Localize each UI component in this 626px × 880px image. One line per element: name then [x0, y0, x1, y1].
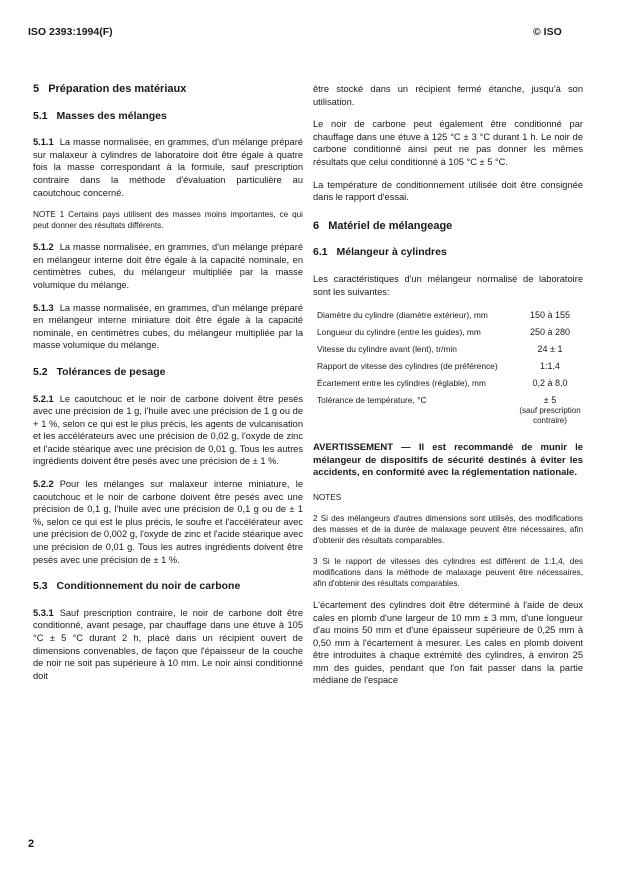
page-number: 2: [28, 838, 35, 850]
para-5-1-1: 5.1.1 La masse normalisée, en grammes, d'un mélange préparé sur malaxeur à cylindres de laboratoire doit être égale à quatre fois la masse correspondant à la formule, sauf prescription contraire dans la méthode d'évaluation particulière au caoutchouc concerné.: [33, 137, 303, 198]
note-2: 2 Si des mélangeurs d'autres dimensions sont utilisés, des modifications des masses et de la durée de malaxage peuvent être nécessaires, afin d'obtenir des résultats comparables.: [313, 513, 583, 545]
section-5-1-heading: 5.1 Masses des mélanges: [33, 109, 167, 122]
table-row: Écartement entre les cylindres (réglable), mm 0,2 à 8,0: [317, 378, 568, 389]
section-5-3-heading: 5.3 Conditionnement du noir de carbone: [33, 580, 241, 593]
para-5-3-1: 5.3.1 Sauf prescription contraire, le noir de carbone doit être conditionné, avant pesage, par chauffage dans une étuve à 105 °C ± 5 °C durant 2 h, placé dans un récipient ouvert de dimensions convenables, de façon que l'épaisseur de la couche de noir ne soit pas supérieure à 10 mm. Le noir ainsi conditionné doit: [33, 607, 303, 681]
left-column: [33, 83, 303, 692]
section-5-2-heading: 5.2 Tolérances de pesage: [33, 365, 166, 378]
para-5-2-2: 5.2.2 Pour les mélanges sur malaxeur interne miniature, le caoutchouc et le noir de carbone doivent être pesés avec une précision de 0,1 g, l'huile avec une précision de 0,1 g ou de ± 1 %, selon ce qui est le plus précis, le soufre et l'accélérateur avec une précision de 0,002 g, l'oxyde de zinc et l'acide stéarique avec une précision de 0,01 g. Tous les autres ingrédients doivent être pesés avec une précision de ± 1 %.: [33, 479, 303, 565]
table-row: Vitesse du cylindre avant (lent), tr/min 24 ± 1: [317, 344, 563, 355]
mill-spec-table: [317, 308, 585, 430]
section-6-heading: 6 Matériel de mélangeage: [313, 219, 453, 232]
table-row: Tolérance de température, °C ± 5 (sauf prescription contraire): [317, 395, 581, 426]
section-5-heading: 5 Préparation des matériaux: [33, 83, 187, 95]
para-5-1-3: 5.1.3 La masse normalisée, en grammes, d'un mélange préparé en mélangeur interne miniature doit être égale à la capacité nominale, en centimètres cubes, du mélangeur multipliée par la masse volumique du mélange.: [33, 302, 303, 351]
para-intro: Les caractéristiques d'un mélangeur normalisé de laboratoire sont les suivantes:: [313, 273, 583, 297]
table-row: Diamètre du cylindre (diamètre extérieur), mm 150 à 155: [317, 310, 571, 321]
table-row: Longueur du cylindre (entre les guides), mm 250 à 280: [317, 327, 571, 338]
copyright-mark: © ISO: [533, 26, 562, 38]
table-row: Rapport de vitesse des cylindres (de préférence) 1:1,4: [317, 361, 561, 372]
section-6-1-heading: 6.1 Mélangeur à cylindres: [313, 246, 447, 259]
notes-title: NOTES: [313, 492, 342, 502]
para-roll-gap: L'écartement des cylindres doit être déterminé à l'aide de deux cales en plomb d'une largeur de 10 mm ± 3 mm, d'une longueur d'au moins 50 mm et d'une épaisseur supérieure de 0,25 mm à 0,50 mm à l'écartement à mesurer. Les cales en plomb doivent être introduites à chaque extrémité des cylindres, à environ 25 mm des guides, pendant que l'on fait passer dans la partie médiane de l'espace: [313, 599, 583, 686]
para-storage: être stocké dans un récipient fermé étanche, jusqu'à son utilisation.: [313, 84, 583, 107]
note-1: NOTE 1 Certains pays utilisent des masses moins importantes, ce qui peut donner des résultats différents.: [33, 210, 303, 231]
para-alt-conditioning: Le noir de carbone peut également être conditionné par chauffage dans une étuve à 125 °C ± 3 °C durant 1 h. Le noir de carbone conditionné ainsi peut ne pas donner les mêmes résultats que celui conditionné à 105 °C ± 5 °C.: [313, 119, 583, 167]
document-id: ISO 2393:1994(F): [28, 26, 113, 38]
para-temperature: La température de conditionnement utilisée doit être consignée dans le rapport d'essai.: [313, 179, 583, 203]
para-5-1-2: 5.1.2 La masse normalisée, en grammes, d'un mélange préparé en mélangeur interne doit être égale à la capacité nominale, en centimètres cubes, du mélangeur multipliée par la masse volumique du mélange.: [33, 242, 303, 290]
para-5-2-1: 5.2.1 Le caoutchouc et le noir de carbone doivent être pesés avec une précision de 1 g, l'huile avec une précision de 1 g ou de + 1 %, selon ce qui est le plus précis, les agents de vulcanisation et les accélérateurs avec une précision de 0,02 g, l'oxyde de zinc et l'acide stéarique avec une précision de 0,01 g. Tous les autres ingrédients doivent être pesés avec une précision de ± 1 %.: [33, 393, 303, 467]
note-3: 3 Si le rapport de vitesses des cylindres est différent de 1:1,4, des modifications dans la méthode de malaxage peuvent être nécessaires, afin d'obtenir des résultats comparables.: [313, 556, 583, 588]
safety-warning: AVERTISSEMENT — Il est recommandé de munir le mélangeur de dispositifs de sécurité destinés à éviter les accidents, en conformité avec la réglementation nationale.: [313, 442, 583, 479]
right-column: [313, 83, 583, 697]
